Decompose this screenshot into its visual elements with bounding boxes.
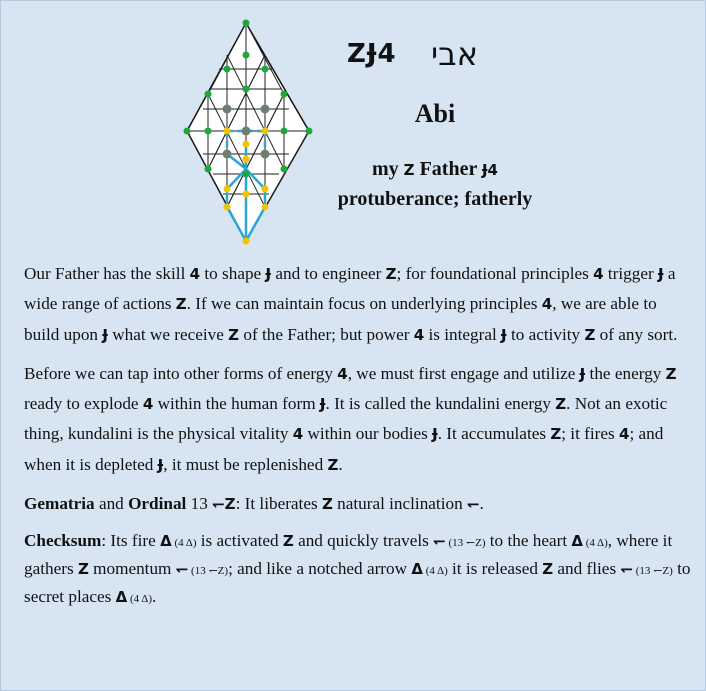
glyph-aleph: 4 — [619, 425, 630, 444]
meaning-word: Father — [414, 158, 482, 180]
text: a wide range of actions — [24, 264, 676, 314]
glyph-yod: Z — [77, 560, 89, 579]
glyph-bet: Ɉ — [432, 425, 438, 444]
glyph-13: ↽Z — [212, 495, 236, 514]
glyph-yod: Z — [665, 364, 677, 383]
text: and to engineer — [271, 264, 386, 283]
hebrew-title: אבי — [431, 35, 479, 73]
glyph-aleph: 4 — [541, 295, 553, 314]
checksum-note: (4 Δ) — [127, 593, 153, 606]
checksum-note: (13 ↽Z) — [633, 565, 673, 578]
text: is activated — [196, 531, 283, 551]
text: trigger — [603, 264, 659, 283]
text: . — [338, 454, 343, 474]
glyph-bet: Ɉ — [265, 265, 272, 283]
glyph-yod: Z — [321, 495, 333, 514]
checksum-note: (4 Δ) — [583, 537, 608, 550]
glyph-lamed: ↽ — [620, 560, 634, 579]
glyph-yod: Z — [550, 425, 562, 444]
text: . — [152, 587, 157, 607]
gematria-label: Gematria — [24, 494, 95, 514]
glyph-yod: Z — [555, 395, 567, 414]
text: . — [479, 494, 484, 514]
tree-of-life-diagram — [183, 19, 313, 245]
meaning-line-1 — [301, 158, 569, 181]
glyph-bet: Ɉ — [157, 455, 164, 474]
body-text — [24, 259, 692, 621]
text: . If we can maintain focus on underlying principles — [186, 294, 542, 314]
text: to the heart — [485, 531, 572, 551]
glyph-yod: Z — [403, 161, 415, 179]
glyph-yod: Z — [175, 295, 187, 314]
glyph-yod: Z — [385, 265, 397, 283]
glyph-aleph: 4 — [292, 425, 304, 444]
text: ready to explode — [24, 394, 143, 414]
paragraph-3 — [24, 489, 692, 519]
glyph-yod: Z — [282, 532, 294, 551]
glyph-dalet: Δ — [160, 532, 172, 551]
checksum-note: (4 Δ) — [422, 565, 448, 578]
text: , it must be replenished — [163, 454, 328, 474]
transliteration: Abi — [414, 99, 456, 128]
text: ; it fires — [561, 424, 619, 444]
glyph-ab: Ɉ4 — [481, 161, 498, 179]
text: momentum — [88, 559, 176, 579]
text: within the human form — [153, 394, 320, 414]
text: to secret places — [24, 559, 691, 607]
glyph-bet: Ɉ — [579, 364, 586, 383]
text: is integral — [424, 324, 502, 344]
glyph-yod: Z — [542, 560, 554, 579]
text: ; for foundational principles — [396, 264, 594, 283]
checksum-note: (13 ↽Z) — [188, 565, 229, 578]
meaning-line-2: protuberance; fatherly — [337, 188, 533, 210]
checksum-label: Checksum — [24, 531, 102, 551]
glyph-lamed: ↽ — [433, 532, 446, 551]
text: : It liberates — [235, 494, 322, 514]
text: , where it gathers — [24, 531, 673, 579]
glyph-bet: Ɉ — [658, 265, 664, 283]
glyph-dalet: Δ — [411, 560, 423, 579]
meaning-prefix: my — [372, 158, 404, 180]
glyph-bet: Ɉ — [102, 325, 108, 344]
text: . Not an exotic thing, kundalini is the physical vitality — [24, 394, 668, 444]
text: natural inclination — [332, 494, 467, 514]
glyph-dalet: Δ — [115, 588, 128, 607]
checksum-note: (4 Δ) — [171, 537, 197, 550]
text: and — [94, 494, 129, 514]
text: within our bodies — [303, 424, 433, 444]
glyph-bet: Ɉ — [501, 325, 507, 344]
paragraph-2 — [24, 359, 692, 480]
glyph-lamed: ↽ — [466, 495, 480, 514]
paragraph-4 — [24, 528, 692, 612]
paleo-hebrew-title: ZɈ4 — [347, 39, 397, 69]
text: ; and when it is depleted — [24, 424, 664, 474]
glyph-aleph: 4 — [593, 265, 604, 283]
text: : Its fire — [101, 531, 161, 551]
text: to activity — [506, 324, 585, 344]
glyph-aleph: 4 — [189, 265, 201, 283]
text: . It accumulates — [437, 424, 551, 444]
glyph-bet: Ɉ — [319, 395, 326, 414]
text: of any sort. — [595, 324, 678, 344]
gematria-number: 13 — [186, 494, 213, 514]
checksum-note: (13 ↽Z) — [445, 537, 486, 550]
text: , we must first engage and utilize — [347, 363, 580, 383]
glyph-aleph: 4 — [413, 325, 425, 344]
text: . It is called the kundalini energy — [325, 394, 556, 414]
text: it is released — [447, 559, 543, 579]
glyph-lamed: ↽ — [175, 560, 189, 579]
ordinal-label: Ordinal — [128, 494, 187, 514]
text: to shape — [200, 264, 266, 283]
text: and quickly travels — [293, 531, 434, 551]
text: Our Father has the skill — [24, 264, 190, 283]
text: , we are able to build upon — [24, 294, 657, 344]
glyph-yod: Z — [327, 455, 339, 474]
text: ; and like a notched arrow — [228, 559, 412, 579]
text: and flies — [553, 559, 621, 579]
glyph-yod: Z — [228, 325, 240, 344]
glyph-yod: Z — [584, 325, 596, 344]
glyph-aleph: 4 — [337, 364, 348, 383]
text: Before we can tap into other forms of energy — [24, 363, 338, 383]
text: the energy — [585, 363, 666, 383]
glyph-aleph: 4 — [142, 395, 154, 414]
text: of the Father; but power — [239, 324, 414, 344]
paragraph-1 — [24, 259, 692, 350]
text: what we receive — [107, 324, 229, 344]
glyph-dalet: Δ — [571, 532, 583, 551]
